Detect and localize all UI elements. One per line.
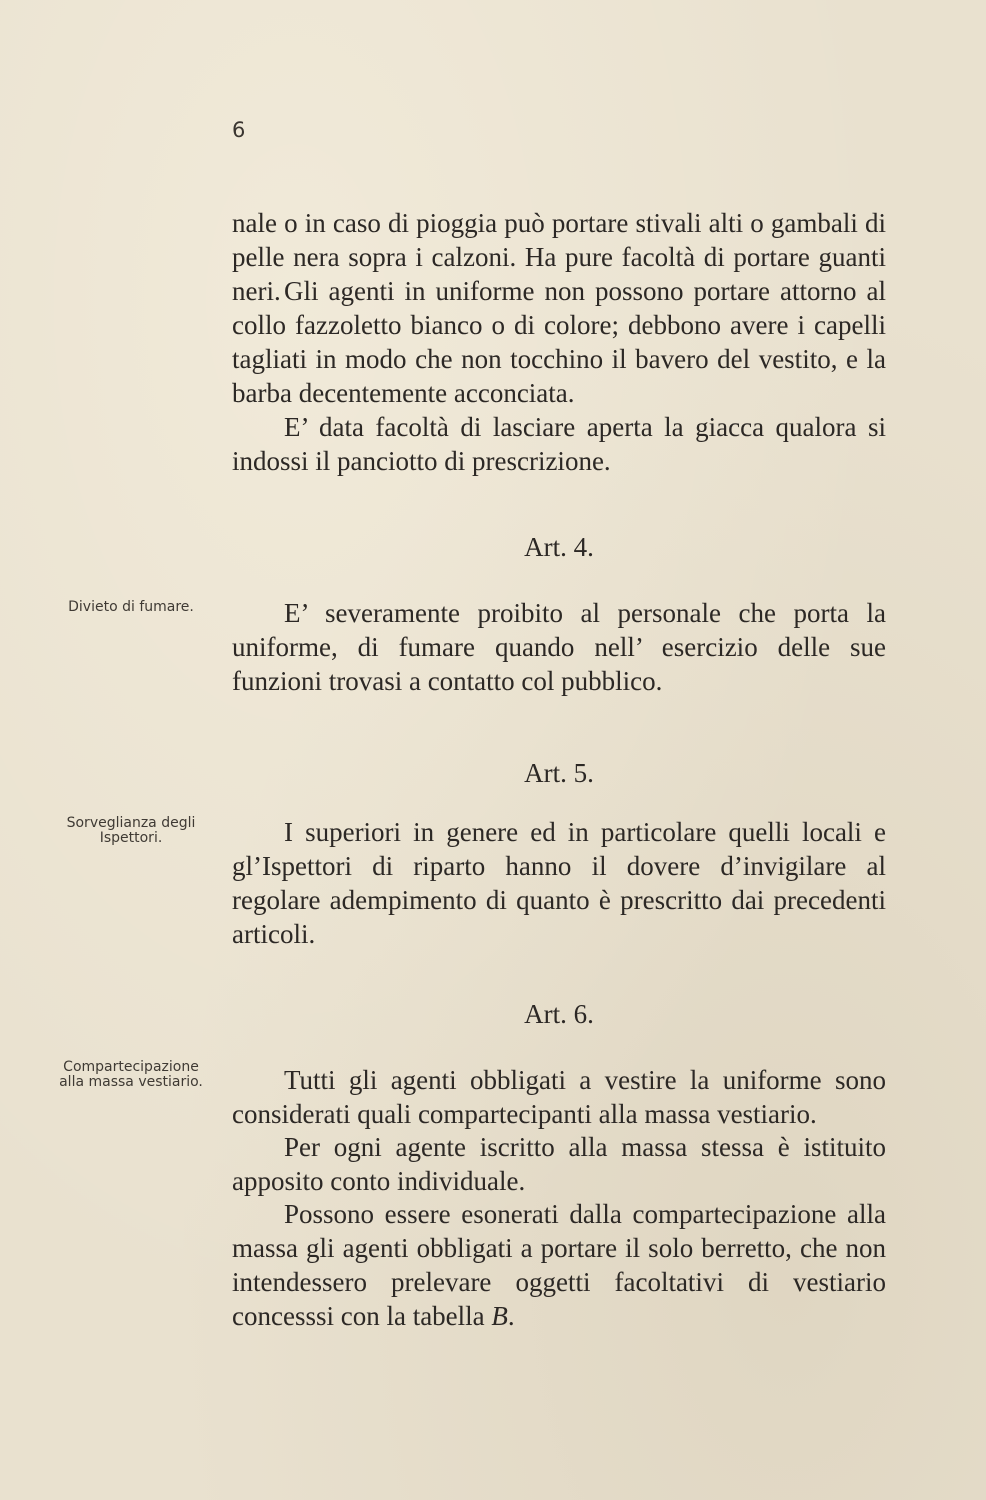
article-6-heading: Art. 6. [524, 999, 594, 1029]
margin-note-art4: Divieto di fumare. [68, 599, 194, 615]
article-6-text-3-main: Possono essere esonerati dalla compartecipazione alla massa gli agenti obbligati a portare il solo berretto, che non intendessero prelevare oggetti facoltativi di vestiario concesssi con la tabella [232, 1199, 886, 1331]
paragraph-continuation: nale o in caso di pioggia può portare stivali alti o gambali di pelle nera sopra i calzoni. Ha pure facoltà di portare guanti neri. [232, 208, 886, 306]
article-6-text-1: Tutti gli agenti obbligati a vestire la uniforme sono considerati quali compartecipanti alla massa vestiario. [232, 1065, 886, 1129]
table-reference: B [491, 1301, 508, 1331]
paragraph-jacket: E’ data facoltà di lasciare aperta la giacca qualora si indossi il panciotto di prescrizione. [232, 412, 886, 476]
article-5-text: I superiori in genere ed in particolare quelli locali e gl’Ispettori di riparto hanno il dovere d’invigilare al regolare adempimento di quanto è prescritto dai precedenti articoli. [232, 817, 886, 949]
margin-note-art6: Compartecipazione alla massa vestiario. [59, 1059, 203, 1090]
article-4-heading: Art. 4. [524, 532, 594, 562]
article-6-text-3 [232, 1197, 886, 1333]
article-5-heading: Art. 5. [524, 758, 594, 788]
paragraph-uniform-grooming: Gli agenti in uniforme non possono portare attorno al collo fazzoletto bianco o di colore; debbono avere i capelli tagliati in modo che non tocchino il bavero del vestito, e la barba decentemente acconciata. [232, 276, 886, 408]
article-6-text-3-end: . [507, 1301, 515, 1331]
article-4-text: E’ severamente proibito al personale che porta la uniforme, di fumare quando nell’ esercizio delle sue funzioni trovasi a contatto col pubblico. [232, 598, 886, 696]
article-6-text-2: Per ogni agente iscritto alla massa stessa è istituito apposito conto individuale. [232, 1132, 886, 1196]
page-number: 6 [232, 118, 246, 142]
margin-note-art5: Sorveglianza degli Ispettori. [66, 815, 196, 846]
